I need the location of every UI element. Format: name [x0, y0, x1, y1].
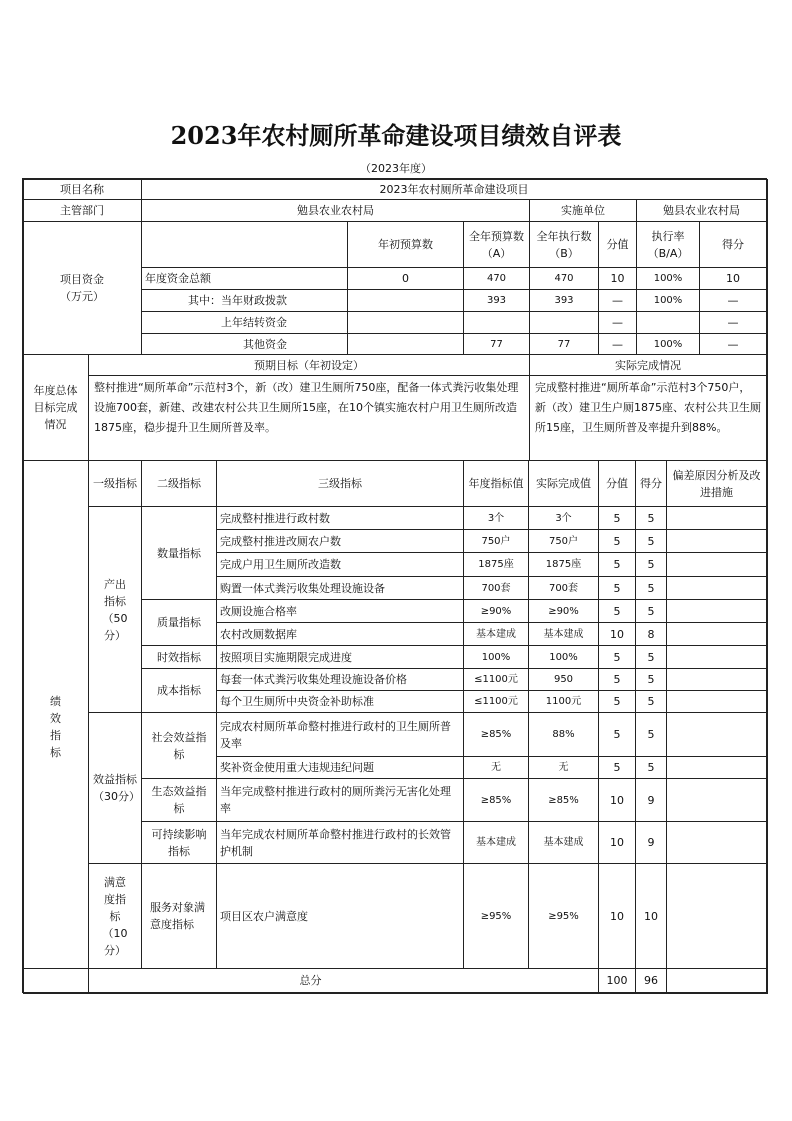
perf-header-level2-text: 二级指标 [157, 477, 201, 490]
perf-cell-actual [528, 506, 599, 530]
funds-cell-budget [463, 311, 530, 334]
perf-cell-score_value-text: 10 [610, 627, 624, 641]
performance-label-text: 绩效指标 [50, 694, 61, 759]
perf-cell-score [635, 690, 667, 713]
total-label-text: 总分 [299, 974, 322, 987]
funds-row-name [141, 267, 348, 290]
funds-cell-initial-text: 0 [402, 272, 409, 285]
perf-cell-score [635, 668, 667, 691]
funds-cell-executed [529, 267, 599, 290]
funds-header-5-text: 得分 [722, 238, 744, 251]
level3-indicator-text: 完成户用卫生厕所改造数 [220, 558, 341, 571]
level2-subgroup [141, 599, 217, 646]
level3-indicator-text: 改厕设施合格率 [220, 604, 297, 618]
perf-cell-target-text: ≥95% [480, 910, 512, 922]
level3-indicator-text: 完成农村厕所革命整村推进行政村的卫生厕所普及率 [220, 719, 451, 750]
total-score-text: 96 [644, 974, 658, 987]
funds-label-text: 项目资金 （万元） [60, 273, 104, 303]
funds-cell-score [699, 267, 767, 290]
level1-benefit [88, 712, 142, 864]
funds-cell-budget [463, 289, 530, 312]
perf-cell-analysis [666, 645, 767, 669]
perf-cell-score_value-text: 10 [610, 909, 624, 923]
funds-cell-score_value [598, 267, 637, 290]
goals-actual-header [529, 354, 767, 376]
goals-label-text: 年度总体目标完成情况 [33, 384, 78, 431]
perf-cell-score_value-text: 5 [613, 650, 621, 664]
perf-cell-analysis [666, 712, 767, 757]
level1-benefit-text: 效益指标（30分） [93, 773, 140, 803]
funds-cell-score_value-text: — [612, 337, 623, 351]
funds-cell-score [699, 289, 767, 312]
funds-cell-score_value-text: — [612, 294, 623, 307]
funds-row-name-text: 上年结转资金 [221, 316, 287, 329]
perf-header-target-text: 年度指标值 [468, 477, 524, 490]
funds-cell-initial [347, 289, 464, 312]
dept-label [22, 199, 142, 222]
perf-cell-analysis [666, 599, 767, 623]
perf-cell-analysis [666, 821, 767, 864]
perf-cell-actual-text: ≥95% [548, 910, 579, 922]
funds-header-0-text: 年初预算数 [378, 238, 433, 251]
perf-cell-actual [528, 821, 599, 864]
level3-indicator-text: 购置一体式粪污收集处理设施设备 [220, 581, 385, 595]
funds-cell-rate-text: 100% [653, 338, 683, 350]
goals-actual-text-text: 完成整村推进“厕所革命”示范村3个750户，新（改）建卫生户厕1875座、农村公共卫生厕所15座，卫生厕所普及率提升到88%。 [535, 381, 761, 434]
level3-indicator-text: 当年完成农村厕所革命整村推进行政村的长效管护机制 [220, 827, 451, 858]
perf-cell-actual [528, 668, 599, 691]
perf-cell-score [635, 821, 667, 864]
perf-cell-score_value [598, 668, 636, 691]
perf-cell-score_value-text: 5 [613, 581, 621, 595]
funds-cell-initial [347, 267, 464, 290]
level3-indicator [216, 756, 464, 779]
perf-header-level1-text: 一级指标 [93, 477, 137, 490]
perf-cell-target [463, 821, 529, 864]
level3-indicator-text: 当年完成整村推进行政村的厕所粪污无害化处理率 [220, 785, 451, 815]
goals-expected-header-text: 预期目标（年初设定） [254, 358, 364, 372]
level2-subgroup-text: 社会效益指标 [151, 730, 207, 761]
funds-cell-rate [636, 311, 700, 334]
total-label [22, 968, 599, 993]
perf-cell-score_value [598, 778, 636, 822]
funds-header-4-text: 执行率（B/A） [647, 229, 689, 260]
funds-row-name-text: 年度资金总额 [145, 272, 211, 285]
perf-cell-actual-text: ≥85% [548, 794, 579, 806]
perf-cell-score [635, 622, 667, 646]
perf-cell-actual [528, 645, 599, 669]
perf-cell-target-text: ≥85% [480, 794, 512, 806]
level1-output [88, 506, 142, 713]
perf-cell-score-text: 5 [647, 695, 655, 708]
level3-indicator-text: 项目区农户满意度 [220, 909, 308, 923]
perf-cell-score_value-text: 5 [613, 534, 621, 548]
level2-subgroup-text: 可持续影响指标 [151, 827, 207, 858]
perf-cell-analysis [666, 668, 767, 691]
impl-value [636, 199, 767, 222]
perf-cell-target-text: 750户 [481, 535, 511, 547]
perf-cell-target-text: ≥85% [480, 729, 512, 740]
perf-header-level3 [216, 460, 464, 507]
funds-cell-score [699, 333, 767, 355]
funds-row-name [141, 289, 348, 312]
perf-header-score_value [598, 460, 636, 507]
perf-header-actual [528, 460, 599, 507]
perf-cell-target [463, 529, 529, 553]
funds-cell-rate-text: 100% [653, 273, 683, 284]
perf-cell-score [635, 552, 667, 577]
perf-cell-actual-text: 3个 [555, 512, 572, 524]
perf-cell-actual [528, 778, 599, 822]
level3-indicator [216, 821, 464, 864]
level2-subgroup-text: 服务对象满意度指标 [150, 901, 205, 931]
perf-cell-score_value [598, 576, 636, 600]
perf-cell-target-text: 基本建成 [476, 837, 516, 848]
funds-cell-score_value-text: 10 [610, 272, 625, 285]
perf-cell-score-text: 5 [647, 650, 655, 664]
funds-header-2-text: 全年执行数（B） [536, 229, 592, 260]
page-title: 2023年农村厕所革命建设项目绩效自评表 [170, 121, 622, 150]
perf-cell-target [463, 863, 529, 969]
funds-row-name [141, 311, 348, 334]
perf-cell-score [635, 576, 667, 600]
perf-cell-score_value-text: 10 [610, 793, 624, 807]
perf-cell-analysis [666, 552, 767, 577]
funds-header-3-text: 分值 [606, 238, 629, 251]
project-name-label-text: 项目名称 [60, 182, 104, 196]
perf-cell-score_value [598, 552, 636, 577]
level3-indicator-text: 奖补资金使用重大违规违纪问题 [220, 761, 374, 774]
perf-cell-target-text: 100% [481, 651, 511, 663]
funds-cell-initial [347, 333, 464, 355]
funds-cell-budget-text: 393 [486, 295, 507, 306]
perf-cell-score-text: 5 [647, 558, 655, 571]
perf-header-level2 [141, 460, 217, 507]
funds-cell-score_value-text: — [612, 316, 623, 329]
perf-header-score_value-text: 分值 [606, 477, 628, 490]
perf-cell-score-text: 5 [647, 761, 655, 774]
funds-cell-score-text: 10 [726, 272, 740, 285]
perf-cell-target-text: 1875座 [478, 559, 514, 570]
funds-header-1-text: 全年预算数（A） [469, 229, 524, 260]
perf-cell-actual-text: 1875座 [545, 559, 582, 570]
funds-cell-score_value [598, 311, 637, 334]
perf-cell-target-text: 无 [491, 762, 501, 773]
perf-header-actual-text: 实际完成值 [536, 477, 591, 490]
funds-cell-budget [463, 267, 530, 290]
perf-header-score [635, 460, 667, 507]
perf-cell-actual-text: ≥90% [548, 605, 579, 617]
perf-cell-actual [528, 863, 599, 969]
funds-cell-rate [636, 267, 700, 290]
project-name-value [141, 178, 767, 200]
funds-cell-executed-text: 393 [554, 295, 574, 306]
level2-subgroup [141, 712, 217, 779]
perf-cell-analysis [666, 622, 767, 646]
perf-cell-analysis [666, 529, 767, 553]
perf-header-score-text: 得分 [640, 477, 662, 490]
level2-subgroup-text: 时效指标 [157, 650, 201, 664]
level3-indicator [216, 622, 464, 646]
goals-expected-text [88, 375, 530, 461]
total-score [635, 968, 667, 993]
funds-cell-rate [636, 333, 700, 355]
funds-cell-score-text: — [727, 294, 739, 307]
perf-cell-score_value [598, 529, 636, 553]
level3-indicator [216, 506, 464, 530]
funds-cell-initial [347, 311, 464, 334]
perf-cell-target-text: 700套 [481, 582, 511, 594]
perf-header-analysis-text: 偏差原因分析及改进措施 [672, 468, 761, 499]
perf-cell-target-text: ≤1100元 [474, 696, 518, 707]
level3-indicator-text: 完成整村推进行政村数 [220, 511, 330, 525]
dept-value-text: 勉县农业农村局 [297, 204, 374, 217]
level3-indicator [216, 690, 464, 713]
perf-cell-target-text: 基本建成 [476, 628, 516, 640]
perf-cell-score_value [598, 645, 636, 669]
perf-cell-score [635, 863, 667, 969]
level2-subgroup-text: 成本指标 [157, 684, 201, 697]
goals-actual-text [529, 375, 767, 461]
project-name-value-text: 2023年农村厕所革命建设项目 [379, 182, 529, 196]
funds-header-2 [529, 221, 599, 268]
perf-cell-score_value-text: 5 [613, 673, 621, 686]
perf-cell-analysis [666, 576, 767, 600]
goals-actual-header-text: 实际完成情况 [615, 358, 681, 372]
perf-cell-score_value-text: 5 [613, 558, 621, 571]
perf-cell-target [463, 576, 529, 600]
funds-cell-score [699, 311, 767, 334]
level3-indicator-text: 每套一体式粪污收集处理设施设备价格 [220, 673, 407, 686]
level2-subgroup-text: 生态效益指标 [151, 785, 207, 815]
perf-header-analysis [666, 460, 767, 507]
perf-cell-score_value [598, 821, 636, 864]
perf-cell-target [463, 668, 529, 691]
funds-header-3 [598, 221, 637, 268]
dept-label-text: 主管部门 [60, 204, 104, 217]
perf-cell-actual [528, 599, 599, 623]
level3-indicator [216, 712, 464, 757]
level3-indicator-text: 按照项目实施期限完成进度 [220, 650, 352, 664]
level2-subgroup-text: 数量指标 [157, 546, 201, 560]
perf-cell-actual [528, 576, 599, 600]
level3-indicator [216, 778, 464, 822]
funds-cell-score-text: — [727, 337, 739, 351]
level2-subgroup [141, 668, 217, 713]
perf-cell-score-text: 5 [647, 604, 655, 618]
perf-cell-target [463, 506, 529, 530]
perf-cell-score_value-text: 5 [613, 695, 621, 708]
perf-cell-score_value [598, 506, 636, 530]
perf-cell-score-text: 10 [644, 909, 658, 923]
perf-cell-actual [528, 552, 599, 577]
perf-header-level1 [88, 460, 142, 507]
impl-value-text: 勉县农业农村局 [663, 204, 740, 217]
perf-cell-target-text: 3个 [487, 512, 505, 524]
level2-subgroup-text: 质量指标 [157, 616, 201, 629]
perf-cell-actual [528, 622, 599, 646]
perf-cell-score-text: 5 [647, 673, 655, 686]
level1-output-text: 产出指标（50分） [102, 577, 128, 642]
perf-cell-analysis [666, 690, 767, 713]
project-name-label [22, 178, 142, 200]
perf-cell-actual-text: 88% [552, 729, 575, 740]
perf-cell-score_value-text: 5 [613, 511, 621, 525]
perf-cell-actual-text: 1100元 [545, 696, 582, 707]
funds-header-1 [463, 221, 530, 268]
perf-cell-actual-text: 950 [553, 674, 574, 685]
perf-header-level3-text: 三级指标 [318, 477, 362, 490]
funds-header-5 [699, 221, 767, 268]
perf-cell-score_value [598, 599, 636, 623]
perf-cell-actual-text: 无 [558, 762, 569, 773]
perf-cell-score [635, 778, 667, 822]
funds-cell-executed [529, 289, 599, 312]
level3-indicator [216, 599, 464, 623]
level2-subgroup [141, 645, 217, 669]
level3-indicator [216, 645, 464, 669]
perf-cell-score-text: 8 [647, 627, 655, 641]
level3-indicator [216, 529, 464, 553]
perf-cell-actual-text: 750户 [548, 535, 579, 547]
perf-cell-target [463, 645, 529, 669]
perf-cell-target [463, 622, 529, 646]
perf-cell-actual [528, 529, 599, 553]
performance-label [22, 460, 89, 993]
perf-cell-score-text: 5 [647, 534, 655, 548]
funds-header-blank [141, 221, 348, 268]
perf-cell-actual [528, 756, 599, 779]
perf-header-target [463, 460, 529, 507]
perf-cell-score_value-text: 10 [610, 836, 624, 849]
perf-cell-score [635, 529, 667, 553]
perf-cell-score_value-text: 5 [613, 604, 621, 618]
funds-header-0 [347, 221, 464, 268]
perf-cell-actual [528, 690, 599, 713]
funds-cell-budget-text: 470 [486, 273, 507, 284]
level2-subgroup [141, 506, 217, 600]
perf-cell-analysis [666, 863, 767, 969]
goals-label [22, 354, 89, 461]
total-analysis [666, 968, 767, 993]
perf-cell-score_value [598, 622, 636, 646]
page-subtitle: （2023年度） [360, 162, 432, 175]
perf-cell-score [635, 756, 667, 779]
perf-cell-analysis [666, 778, 767, 822]
perf-cell-target [463, 778, 529, 822]
perf-cell-target-text: ≤1100元 [474, 674, 518, 685]
funds-cell-budget-text: 77 [490, 338, 503, 350]
funds-cell-executed [529, 311, 599, 334]
funds-label [22, 221, 142, 355]
perf-cell-score-text: 9 [647, 836, 655, 849]
level3-indicator-text: 完成整村推进改厕农户数 [220, 534, 341, 548]
perf-cell-score_value [598, 712, 636, 757]
perf-cell-score [635, 645, 667, 669]
goals-expected-text-text: 整村推进“厕所革命”示范村3个，新（改）建卫生厕所750座，配备一体式粪污收集处理设施700套，新建、改建农村公共卫生厕所15座，在10个镇实施农村户用卫生厕所改造1875座，稳步提升卫生厕所普及率。 [94, 381, 519, 434]
level1-satisfaction [88, 863, 142, 969]
perf-cell-score-text: 5 [647, 511, 655, 525]
level3-indicator [216, 576, 464, 600]
perf-cell-actual-text: 700套 [548, 582, 579, 594]
funds-cell-score_value [598, 333, 637, 355]
funds-row-name-text: 其中：当年财政拨款 [188, 294, 287, 307]
level3-indicator-text: 农村改厕数据库 [220, 627, 297, 641]
funds-cell-score_value [598, 289, 637, 312]
funds-header-4 [636, 221, 700, 268]
perf-cell-score-text: 9 [647, 793, 655, 807]
level3-indicator-text: 每个卫生厕所中央资金补助标准 [220, 695, 374, 708]
perf-cell-score_value [598, 756, 636, 779]
perf-cell-actual-text: 基本建成 [543, 628, 584, 640]
perf-cell-score [635, 599, 667, 623]
perf-cell-score_value-text: 5 [613, 761, 621, 774]
perf-cell-analysis [666, 506, 767, 530]
dept-value [141, 199, 530, 222]
perf-cell-target [463, 756, 529, 779]
level2-subgroup [141, 821, 217, 864]
funds-cell-executed-text: 470 [554, 273, 574, 284]
goals-expected-header [88, 354, 530, 376]
perf-cell-target [463, 552, 529, 577]
level2-subgroup [141, 863, 217, 969]
impl-label [529, 199, 637, 222]
funds-cell-rate [636, 289, 700, 312]
level3-indicator [216, 863, 464, 969]
total-score-value-text: 100 [606, 974, 628, 987]
perf-cell-actual-text: 100% [549, 651, 578, 663]
perf-cell-score_value [598, 863, 636, 969]
perf-cell-analysis [666, 756, 767, 779]
perf-cell-target [463, 690, 529, 713]
funds-cell-executed-text: 77 [557, 338, 571, 350]
perf-cell-score_value [598, 690, 636, 713]
level3-indicator [216, 552, 464, 577]
funds-row-name [141, 333, 348, 355]
perf-cell-score-text: 5 [647, 581, 655, 595]
impl-label-text: 实施单位 [561, 204, 605, 217]
perf-cell-score [635, 506, 667, 530]
perf-cell-actual [528, 712, 599, 757]
funds-cell-rate-text: 100% [653, 295, 683, 306]
perf-cell-target [463, 712, 529, 757]
funds-cell-budget [463, 333, 530, 355]
funds-cell-score-text: — [727, 316, 739, 329]
funds-cell-executed [529, 333, 599, 355]
perf-cell-target [463, 599, 529, 623]
perf-cell-target-text: ≥90% [480, 605, 512, 617]
perf-cell-score_value-text: 5 [613, 728, 621, 741]
total-score-value [598, 968, 636, 993]
level3-indicator [216, 668, 464, 691]
perf-cell-score [635, 712, 667, 757]
perf-cell-actual-text: 基本建成 [543, 837, 584, 848]
funds-row-name-text: 其他资金 [243, 337, 287, 351]
perf-cell-score-text: 5 [647, 728, 655, 741]
level2-subgroup [141, 778, 217, 822]
level1-satisfaction-text: 满意度指标（10分） [102, 875, 128, 957]
